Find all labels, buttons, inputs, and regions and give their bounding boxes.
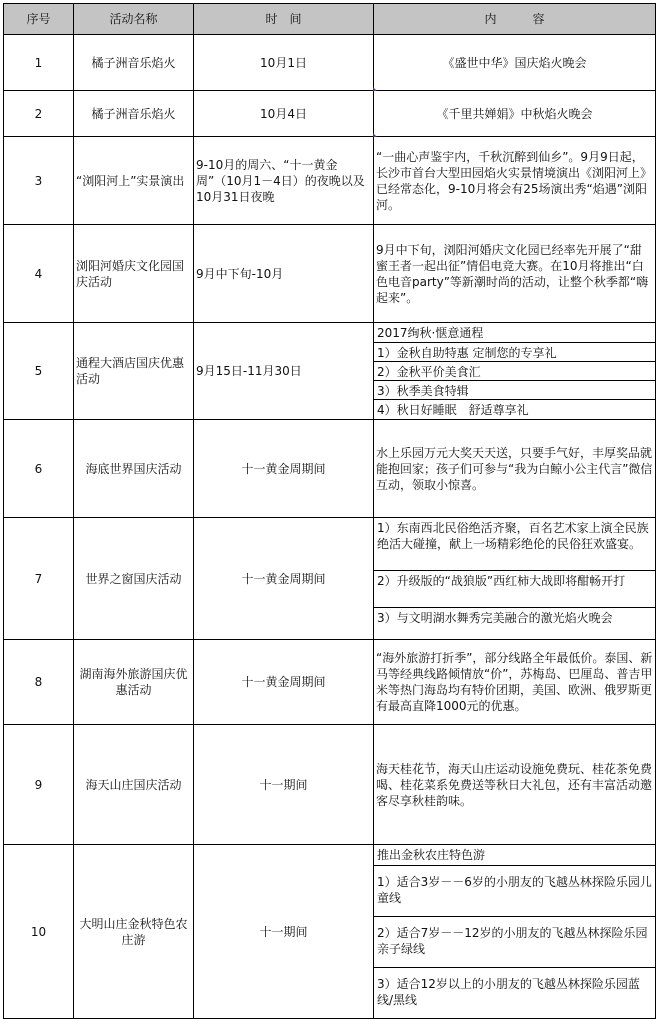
row-no: 8	[4, 640, 74, 725]
row-content	[374, 518, 656, 640]
row-no: 9	[4, 725, 74, 845]
row-time: 十一期间	[194, 725, 374, 845]
row-no: 2	[4, 91, 74, 137]
table-row	[4, 640, 656, 725]
row-time: 10月4日	[194, 91, 374, 137]
content-line: 3）秋季美食特辑	[374, 381, 655, 400]
table-row	[4, 225, 656, 323]
table-row	[4, 137, 656, 225]
row-time: 十一黄金周期间	[194, 518, 374, 640]
row-name: 橘子洲音乐焰火	[74, 35, 194, 91]
header-time: 时 间	[194, 4, 374, 35]
row-no: 4	[4, 225, 74, 323]
table-row	[4, 518, 656, 640]
row-content: 《盛世中华》国庆焰火晚会	[374, 35, 656, 91]
content-line: 4）秋日好睡眠 舒适尊享礼	[377, 403, 529, 417]
row-content: 水上乐园万元大奖天天送，只要手气好，丰厚奖品就能抱回家；孩子们可参与“我为白鲸小公主代言”微信互动，领取小惊喜。	[374, 420, 656, 518]
row-content: “海外旅游打折季”，部分线路全年最低价。泰国、新马等经典线路倾情放“价”，苏梅岛、巴厘岛、普吉甲米等热门海岛均有特价团期，美国、欧洲、俄罗斯更有最高直降1000元的优惠。	[374, 640, 656, 725]
row-name: 通程大酒店国庆优惠活动	[74, 323, 194, 420]
row-time: 10月1日	[194, 35, 374, 91]
row-name: 大明山庄金秋特色农庄游	[74, 845, 194, 1019]
content-line: 1）东南西北民俗绝活齐聚，百名艺术家上演全民族绝活大碰撞，献上一场精彩绝伦的民俗狂欢盛宴。	[374, 518, 655, 571]
row-no: 10	[4, 845, 74, 1019]
row-content: “一曲心声鉴宇内，千秋沉醉到仙乡”。9月9日起，长沙市首台大型田园焰火实景情境演出《浏阳河上》已经常态化，9-10月将会有25场演出秀“焰遇”浏阳河。	[374, 137, 656, 225]
row-time: 十一黄金周期间	[194, 640, 374, 725]
header-content: 内 容	[374, 4, 656, 35]
row-name: 橘子洲音乐焰火	[74, 91, 194, 137]
content-line: 2017绚秋·惬意通程	[374, 323, 655, 343]
content-line: 2）升级版的“战狼版”西红柿大战即将酣畅开打	[374, 571, 655, 608]
table-row	[4, 35, 656, 91]
row-name: 湖南海外旅游国庆优惠活动	[74, 640, 194, 725]
row-time: 十一期间	[194, 845, 374, 1019]
header-row	[4, 4, 656, 35]
table-row	[4, 323, 656, 420]
content-line: 1）适合3岁－－6岁的小朋友的飞越丛林探险乐园儿童线	[374, 866, 655, 917]
row-content	[374, 845, 656, 1019]
header-name: 活动名称	[74, 4, 194, 35]
row-content: 《千里共婵娟》中秋焰火晚会	[374, 91, 656, 137]
row-no: 1	[4, 35, 74, 91]
table-row	[4, 725, 656, 845]
row-time: 9月中下旬-10月	[194, 225, 374, 323]
table-row	[4, 420, 656, 518]
row-no: 7	[4, 518, 74, 640]
row-no: 3	[4, 137, 74, 225]
header-no: 序号	[4, 4, 74, 35]
content-line: 3）与文明湖水舞秀完美融合的激光焰火晚会	[377, 611, 613, 625]
table-row	[4, 845, 656, 1019]
content-line: 推出金秋农庄特色游	[374, 845, 655, 866]
row-content: 9月中下旬，浏阳河婚庆文化园已经率先开展了“甜蜜王者一起出征”情侣电竞大赛。在10月将推出“白色电音party”等新潮时尚的活动，让整个秋季都“嗨起来”。	[374, 225, 656, 323]
row-no: 5	[4, 323, 74, 420]
activity-table	[3, 3, 656, 1019]
table-row	[4, 91, 656, 137]
content-line: 1）金秋自助特惠 定制您的专享礼	[374, 343, 655, 362]
row-name: “浏阳河上”实景演出	[74, 137, 194, 225]
content-line: 2）适合7岁－－12岁的小朋友的飞越丛林探险乐园亲子绿线	[374, 917, 655, 968]
content-line: 3）适合12岁以上的小朋友的飞越丛林探险乐园蓝线/黑线	[377, 977, 640, 1007]
row-time: 十一黄金周期间	[194, 420, 374, 518]
row-name: 海天山庄国庆活动	[74, 725, 194, 845]
row-name: 海底世界国庆活动	[74, 420, 194, 518]
row-content	[374, 323, 656, 420]
row-name: 浏阳河婚庆文化园国庆活动	[74, 225, 194, 323]
content-line: 2）金秋平价美食汇	[374, 362, 655, 381]
row-no: 6	[4, 420, 74, 518]
row-content: 海天桂花节，海天山庄运动设施免费玩、桂花茶免费喝、桂花菜系免费送等秋日大礼包，还有丰富活动邀客尽享秋桂韵味。	[374, 725, 656, 845]
row-name: 世界之窗国庆活动	[74, 518, 194, 640]
row-time: 9-10月的周六、“十一黄金周”（10月1－4日）的夜晚以及10月31日夜晚	[194, 137, 374, 225]
row-time: 9月15日-11月30日	[194, 323, 374, 420]
